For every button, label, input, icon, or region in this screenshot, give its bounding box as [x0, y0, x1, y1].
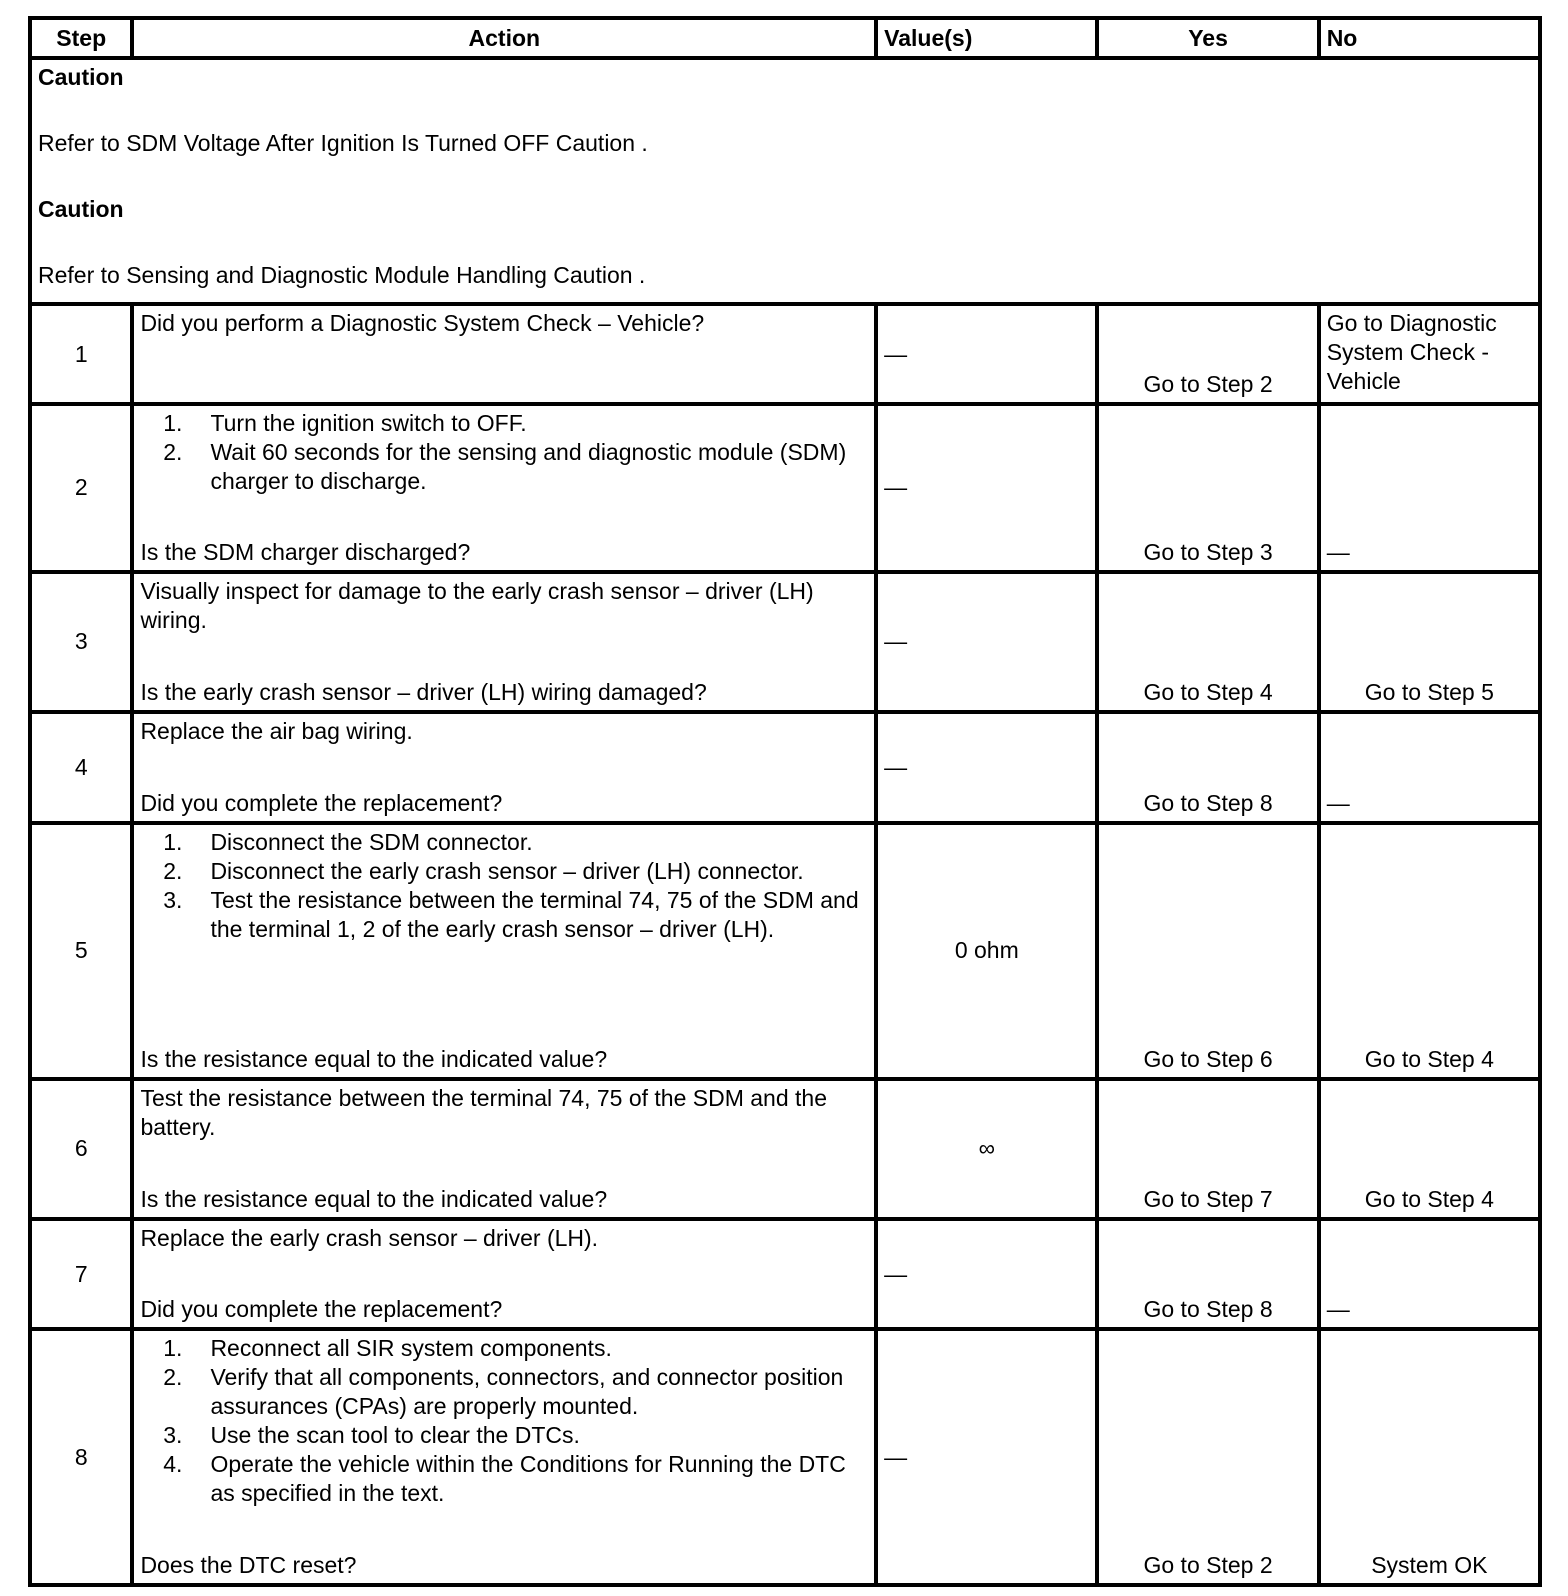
header-values: Value(s)	[876, 18, 1097, 58]
action-question: Is the SDM charger discharged?	[140, 539, 471, 566]
value-cell: 0 ohm	[876, 823, 1097, 1080]
action-intro: Test the resistance between the terminal 74, 75 of the SDM and the battery.	[140, 1085, 828, 1141]
action-question: Does the DTC reset?	[140, 1552, 357, 1578]
no-cell: Go to Diagnostic System Check - Vehicle	[1319, 304, 1540, 404]
step-number: 4	[30, 712, 132, 823]
table-row	[30, 404, 1540, 572]
table-row	[30, 823, 1540, 1080]
step-number: 8	[30, 1329, 132, 1585]
table-row	[30, 304, 1540, 404]
action-cell	[132, 712, 876, 823]
step-number: 2	[30, 404, 132, 572]
yes-cell: Go to Step 8	[1097, 712, 1318, 823]
action-intro: Visually inspect for damage to the early crash sensor – driver (LH) wiring.	[140, 578, 814, 634]
yes-cell: Go to Step 2	[1097, 1329, 1318, 1585]
action-cell	[132, 304, 876, 404]
list-item: 1. Disconnect the SDM connector.	[163, 828, 533, 855]
no-cell: —	[1319, 712, 1540, 823]
action-intro: Did you perform a Diagnostic System Check – Vehicle?	[140, 310, 705, 337]
action-list	[140, 409, 868, 496]
list-item: 2. Verify that all components, connectors, and connector position assurances (CPAs) are properly mounted.	[163, 1364, 844, 1420]
action-cell	[132, 572, 876, 712]
caution-row	[30, 58, 1540, 304]
value-cell: ∞	[876, 1079, 1097, 1219]
caution-cell	[30, 58, 1540, 304]
action-cell	[132, 404, 876, 572]
caution-title: Caution	[38, 196, 124, 222]
value-cell: —	[876, 404, 1097, 572]
list-item: 3. Test the resistance between the terminal 74, 75 of the SDM and the terminal 1, 2 of the early crash sensor – driver (LH).	[163, 886, 859, 942]
caution-text: Refer to Sensing and Diagnostic Module Handling Caution .	[38, 262, 646, 288]
action-question: Is the resistance equal to the indicated value?	[140, 1046, 608, 1073]
value-cell: —	[876, 1329, 1097, 1585]
yes-cell: Go to Step 6	[1097, 823, 1318, 1080]
yes-cell: Go to Step 7	[1097, 1079, 1318, 1219]
header-yes: Yes	[1097, 18, 1318, 58]
action-question: Is the resistance equal to the indicated value?	[140, 1185, 608, 1212]
yes-cell: Go to Step 3	[1097, 404, 1318, 572]
step-number: 5	[30, 823, 132, 1080]
action-cell	[132, 1329, 876, 1585]
no-cell: System OK	[1319, 1329, 1540, 1585]
value-cell: —	[876, 1219, 1097, 1330]
value-cell: —	[876, 572, 1097, 712]
step-number: 6	[30, 1079, 132, 1219]
action-question: Did you complete the replacement?	[140, 789, 503, 816]
action-cell	[132, 1079, 876, 1219]
header-no: No	[1319, 18, 1540, 58]
list-item: 4. Operate the vehicle within the Conditions for Running the DTC as specified in the text.	[163, 1451, 846, 1507]
list-item: 1. Reconnect all SIR system components.	[163, 1335, 612, 1362]
table-row	[30, 1079, 1540, 1219]
no-cell: —	[1319, 1219, 1540, 1330]
header-action: Action	[132, 18, 876, 58]
table-row	[30, 1329, 1540, 1585]
table-row	[30, 712, 1540, 823]
caution-text: Refer to SDM Voltage After Ignition Is Turned OFF Caution .	[38, 130, 648, 156]
list-item: 3. Use the scan tool to clear the DTCs.	[163, 1422, 580, 1449]
yes-cell: Go to Step 2	[1097, 304, 1318, 404]
list-item: 1. Turn the ignition switch to OFF.	[163, 409, 527, 436]
no-cell: Go to Step 5	[1319, 572, 1540, 712]
step-number: 3	[30, 572, 132, 712]
step-number: 7	[30, 1219, 132, 1330]
yes-cell: Go to Step 4	[1097, 572, 1318, 712]
value-cell: —	[876, 304, 1097, 404]
action-question: Is the early crash sensor – driver (LH) wiring damaged?	[140, 678, 707, 705]
value-cell: —	[876, 712, 1097, 823]
action-cell	[132, 823, 876, 1080]
no-cell: —	[1319, 404, 1540, 572]
header-row	[30, 18, 1540, 58]
action-cell	[132, 1219, 876, 1330]
caution-title: Caution	[38, 64, 124, 90]
yes-cell: Go to Step 8	[1097, 1219, 1318, 1330]
action-list	[140, 828, 868, 944]
action-intro: Replace the air bag wiring.	[140, 717, 413, 744]
diagnostic-table	[28, 16, 1542, 1587]
action-intro: Replace the early crash sensor – driver (LH).	[140, 1224, 599, 1251]
step-number: 1	[30, 304, 132, 404]
header-step: Step	[30, 18, 132, 58]
list-item: 2. Disconnect the early crash sensor – driver (LH) connector.	[163, 857, 804, 884]
action-list	[140, 1334, 868, 1508]
no-cell: Go to Step 4	[1319, 823, 1540, 1080]
table-row	[30, 572, 1540, 712]
table-row	[30, 1219, 1540, 1330]
list-item: 2. Wait 60 seconds for the sensing and diagnostic module (SDM) charger to discharge.	[163, 438, 847, 494]
action-question: Did you complete the replacement?	[140, 1296, 503, 1323]
no-cell: Go to Step 4	[1319, 1079, 1540, 1219]
